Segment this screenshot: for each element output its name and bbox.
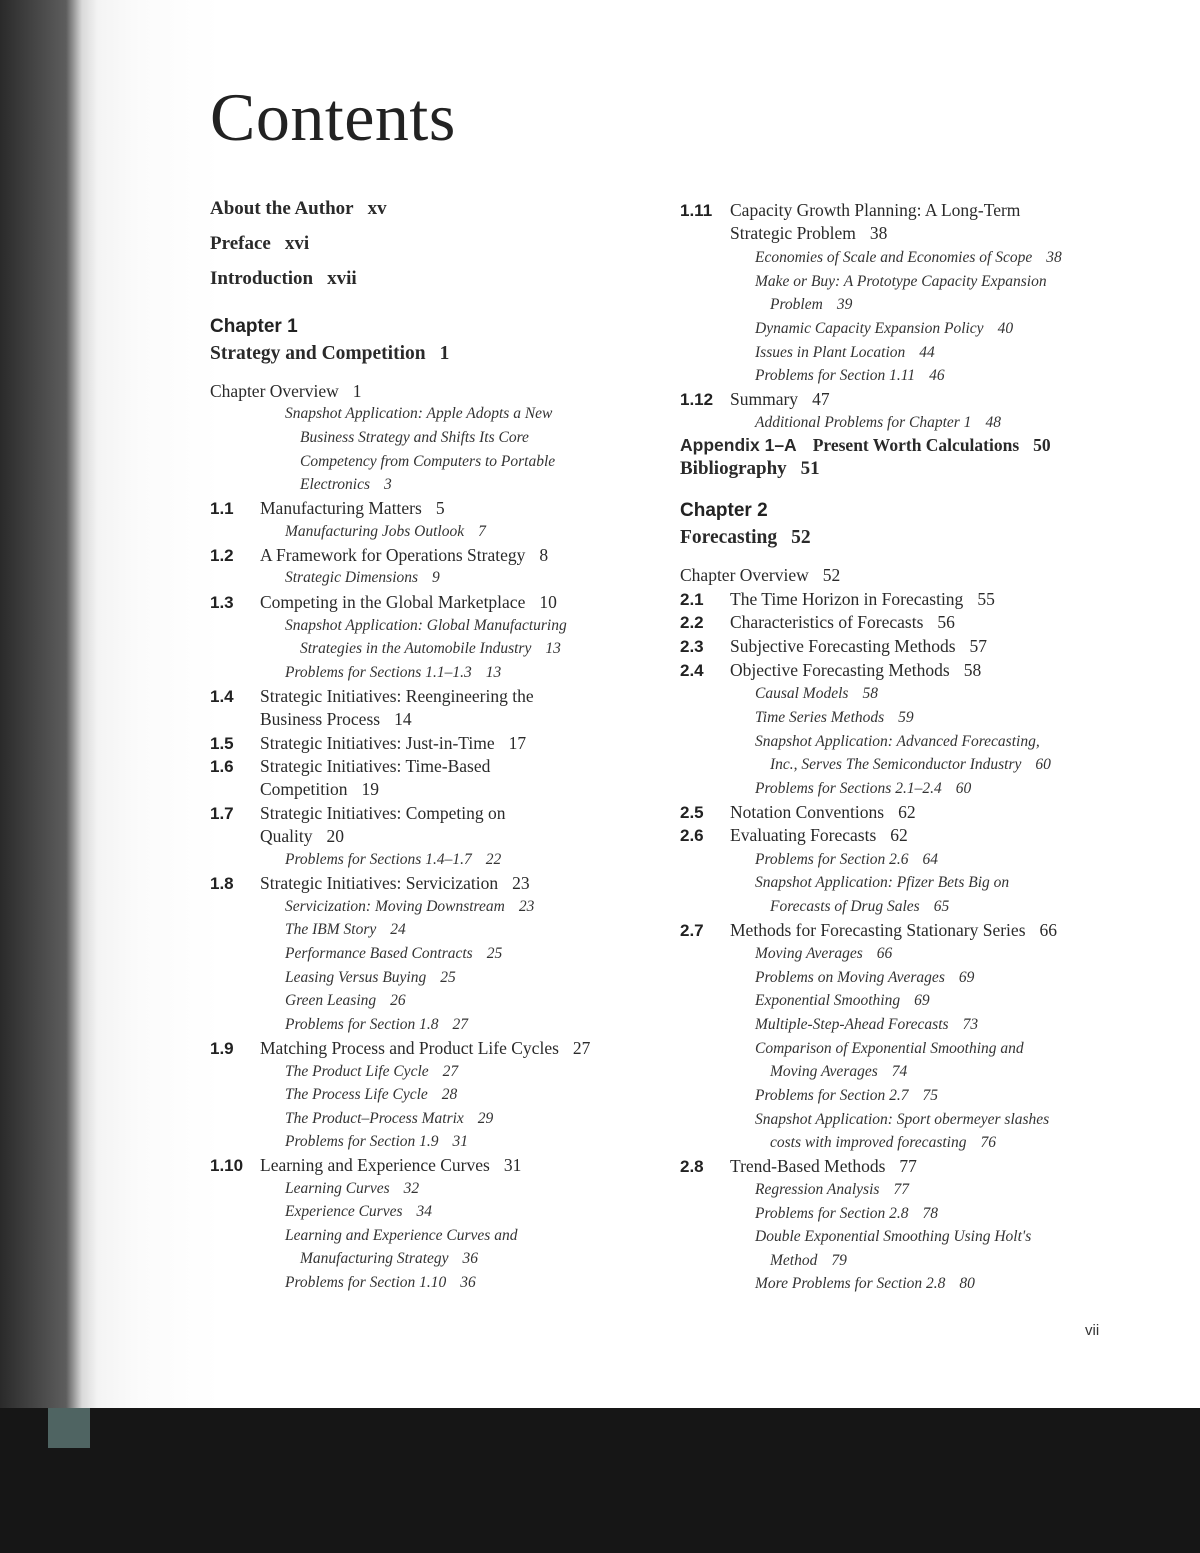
toc-entry-text: Problems on Moving Averages (755, 969, 945, 986)
toc-section-entry (210, 497, 445, 519)
toc-entry-text: Moving Averages (755, 945, 863, 962)
toc-entry-text: The Product–Process Matrix (285, 1110, 464, 1127)
toc-subentry (770, 294, 852, 316)
toc-entry-text: Problem (770, 296, 823, 313)
toc-entry-text: Forecasts of Drug Sales (770, 898, 920, 915)
section-number: 1.6 (210, 757, 234, 776)
toc-entry-text: Problems for Sections 1.1–1.3 (285, 664, 472, 681)
toc-entry-text: Methods for Forecasting Stationary Series (730, 920, 1026, 940)
toc-subentry (300, 1248, 478, 1270)
toc-subentry (285, 662, 501, 684)
toc-entry-text: Quality (260, 826, 313, 846)
toc-subentry (285, 967, 456, 989)
toc-section-entry (210, 755, 504, 777)
toc-entry-text: Manufacturing Matters (260, 498, 422, 518)
toc-page-number: 7 (478, 523, 486, 540)
toc-entry-text: The Process Life Cycle (285, 1086, 428, 1103)
toc-entry-text: Strategic Initiatives: Time-Based (260, 756, 491, 776)
toc-page-number: 75 (922, 1087, 939, 1104)
toc-entry-text: Strategic Problem (730, 223, 856, 243)
toc-entry-text: Objective Forecasting Methods (730, 660, 950, 680)
chapter-title-text: Forecasting (680, 527, 778, 548)
toc-page-number: 1 (352, 381, 362, 401)
toc-entry-text: The Product Life Cycle (285, 1063, 429, 1080)
toc-entry-text: Moving Averages (770, 1063, 878, 1080)
toc-entry-text: Competition (260, 779, 348, 799)
toc-entry-text: Inc., Serves The Semiconductor Industry (770, 756, 1022, 773)
toc-subentry (285, 919, 406, 941)
toc-entry-text: The IBM Story (285, 921, 377, 938)
toc-page-number: 69 (958, 969, 975, 986)
toc-subentry (285, 403, 566, 425)
toc-entry-text: Strategic Initiatives: Servicization (260, 873, 499, 893)
toc-entry-text: Introduction (210, 268, 314, 289)
toc-page-number: 38 (1046, 249, 1062, 266)
toc-page-number: 58 (862, 685, 878, 702)
toc-entry-text: costs with improved forecasting (770, 1134, 967, 1151)
toc-page-number: 13 (485, 664, 502, 681)
toc-entry-text: Summary (730, 389, 799, 409)
toc-subentry (300, 638, 561, 660)
toc-entry-text: Dynamic Capacity Expansion Policy (755, 320, 984, 337)
toc-section-entry (680, 919, 1057, 941)
toc-entry-text: Strategies in the Automobile Industry (300, 640, 532, 657)
toc-entry-text: Strategic Initiatives: Just-in-Time (260, 733, 495, 753)
toc-entry-text: Business Process (260, 709, 381, 729)
toc-subentry (755, 967, 974, 989)
chapter-2-title (680, 527, 811, 549)
toc-entry-text: Manufacturing Strategy (300, 1250, 449, 1267)
toc-page-number: 36 (460, 1274, 476, 1291)
toc-subentry (285, 1108, 493, 1130)
toc-entry-text: Issues in Plant Location (755, 344, 906, 361)
toc-section-entry (680, 199, 1034, 221)
chapter-1-title (210, 343, 449, 365)
toc-entry-text: Problems for Sections 1.4–1.7 (285, 851, 472, 868)
toc-entry-text: Performance Based Contracts (285, 945, 473, 962)
toc-page-number: 57 (969, 636, 988, 656)
toc-page-number: 23 (518, 898, 535, 915)
toc-entry-text: Strategic Initiatives: Reengineering the (260, 686, 534, 706)
toc-front-preface (210, 233, 309, 255)
toc-page-number: 10 (539, 592, 557, 612)
toc-section-entry (210, 1154, 521, 1176)
toc-page-number: 17 (508, 733, 527, 753)
toc-subentry (285, 943, 502, 965)
toc-entry-text: Notation Conventions (730, 802, 885, 822)
toc-bibliography (680, 458, 820, 480)
toc-page-number: 5 (435, 498, 445, 518)
section-number: 1.8 (210, 874, 234, 893)
toc-entry-text: Experience Curves (285, 1203, 403, 1220)
appendix-label: Appendix 1–A (680, 435, 797, 455)
section-number: 2.8 (680, 1157, 704, 1176)
section-number: 1.5 (210, 734, 234, 753)
toc-entry (260, 778, 379, 800)
toc-subentry (755, 1109, 1063, 1131)
toc-subentry (285, 896, 534, 918)
section-number: 2.3 (680, 637, 704, 656)
toc-page-number: 46 (929, 367, 945, 384)
toc-section-entry (680, 824, 908, 846)
toc-subentry (300, 427, 543, 449)
toc-subentry (285, 615, 581, 637)
toc-section-entry (680, 659, 981, 681)
toc-page-number: 65 (933, 898, 950, 915)
toc-subentry (770, 754, 1051, 776)
toc-subentry (285, 1178, 419, 1200)
toc-page-number: 24 (390, 921, 406, 938)
toc-subentry (755, 872, 1023, 894)
toc-page-number: 60 (955, 780, 972, 797)
toc-entry-text: Competing in the Global Marketplace (260, 592, 526, 612)
toc-entry-text: More Problems for Section 2.8 (755, 1275, 946, 1292)
toc-entry-text: Problems for Section 1.11 (755, 367, 916, 384)
chapter-2-number: Chapter 2 (680, 500, 768, 521)
toc-section-entry (210, 685, 548, 707)
toc-page-number: 40 (997, 320, 1014, 337)
toc-subentry (285, 1061, 458, 1083)
toc-page-number: 36 (462, 1250, 479, 1267)
toc-entry-text: Double Exponential Smoothing Using Holt's (755, 1228, 1032, 1245)
toc-page-number: 31 (452, 1133, 469, 1150)
toc-entry (210, 380, 362, 402)
toc-subentry (285, 1225, 531, 1247)
toc-subentry (285, 1272, 476, 1294)
toc-page-number: 60 (1035, 756, 1051, 773)
toc-section-entry (680, 588, 995, 610)
appendix-title: Present Worth Calculations (812, 435, 1020, 455)
toc-page-number: 73 (962, 1016, 979, 1033)
section-number: 1.2 (210, 546, 234, 565)
chapter-1-number: Chapter 1 (210, 316, 298, 337)
toc-page-number: 13 (545, 640, 561, 657)
toc-page-number: 66 (876, 945, 893, 962)
toc-entry-text: Snapshot Application: Sport obermeyer slashes (755, 1111, 1050, 1128)
toc-subentry (755, 342, 935, 364)
toc-page-number: 29 (477, 1110, 494, 1127)
section-number: 2.5 (680, 803, 704, 822)
toc-section-entry (210, 802, 519, 824)
toc-page-number: 25 (486, 945, 503, 962)
toc-entry-text: The Time Horizon in Forecasting (730, 589, 964, 609)
toc-entry-text: Economies of Scale and Economies of Scope (755, 249, 1033, 266)
toc-section-entry (210, 591, 557, 613)
toc-entry-text: Snapshot Application: Advanced Forecasting, (755, 733, 1040, 750)
section-number: 1.11 (680, 201, 713, 220)
page-title: Contents (210, 79, 456, 155)
toc-entry-text: Chapter Overview (210, 381, 339, 401)
toc-section-entry (210, 872, 530, 894)
toc-subentry (755, 990, 930, 1012)
toc-page-number: 26 (390, 992, 406, 1009)
toc-section-entry (680, 388, 830, 410)
toc-page-number: 66 (1039, 920, 1058, 940)
section-number: 2.7 (680, 921, 704, 940)
toc-page-number: 3 (384, 476, 392, 493)
toc-page-number: 76 (980, 1134, 996, 1151)
toc-subentry (755, 271, 1061, 293)
toc-page-number: 9 (432, 569, 440, 586)
toc-page-number: 58 (963, 660, 982, 680)
toc-entry-text: Strategic Dimensions (285, 569, 419, 586)
toc-subentry (755, 1179, 909, 1201)
toc-page-number: 47 (812, 389, 830, 409)
toc-entry-text: Problems for Section 2.7 (755, 1087, 909, 1104)
toc-page-number: 80 (959, 1275, 975, 1292)
toc-subentry (285, 1131, 468, 1153)
toc-subentry (755, 943, 892, 965)
toc-entry-text: Trend-Based Methods (730, 1156, 886, 1176)
toc-front-introduction (210, 268, 357, 290)
toc-entry-text: Evaluating Forecasts (730, 825, 877, 845)
toc-entry-text: Learning and Experience Curves (260, 1155, 490, 1175)
toc-entry-text: Time Series Methods (755, 709, 885, 726)
toc-section-entry (210, 544, 548, 566)
toc-page-number: 77 (893, 1181, 909, 1198)
toc-page-number: 48 (985, 414, 1001, 431)
toc-page-number: 62 (898, 802, 916, 822)
toc-subentry (755, 318, 1013, 340)
toc-page-number: 74 (891, 1063, 908, 1080)
toc-page-number: 38 (869, 223, 888, 243)
toc-page-number: 14 (394, 709, 412, 729)
toc-page-number: 22 (485, 851, 502, 868)
section-number: 2.4 (680, 661, 704, 680)
section-number: 1.3 (210, 593, 234, 612)
toc-appendix-1a (680, 434, 1051, 456)
toc-subentry (770, 896, 949, 918)
toc-section-entry (680, 1155, 917, 1177)
toc-entry-text: A Framework for Operations Strategy (260, 545, 526, 565)
toc-entry (260, 825, 344, 847)
toc-page-number: 1 (439, 343, 450, 364)
toc-entry-text: Business Strategy and Shifts Its Core (300, 429, 529, 446)
toc-entry-text: Problems for Section 1.9 (285, 1133, 439, 1150)
toc-page-number: 27 (452, 1016, 469, 1033)
toc-subentry (770, 1250, 847, 1272)
toc-entry-text: Competency from Computers to Portable (300, 453, 556, 470)
toc-page-number: 25 (440, 969, 456, 986)
toc-subentry (770, 1061, 907, 1083)
section-number: 1.1 (210, 499, 234, 518)
toc-page-number: 59 (898, 709, 914, 726)
toc-entry-text: Matching Process and Product Life Cycles (260, 1038, 559, 1058)
toc-entry-text: Problems for Section 2.6 (755, 851, 909, 868)
toc-page-number: 69 (914, 992, 930, 1009)
toc-entry-text: Problems for Section 2.8 (755, 1205, 909, 1222)
toc-page-number: 28 (441, 1086, 458, 1103)
toc-entry-text: Capacity Growth Planning: A Long-Term (730, 200, 1021, 220)
toc-entry-text: Bibliography (680, 458, 787, 479)
section-number: 2.6 (680, 826, 704, 845)
toc-section-entry (210, 1037, 590, 1059)
toc-entry (680, 564, 840, 586)
toc-subentry (770, 1132, 996, 1154)
toc-entry-text: Learning Curves (285, 1180, 390, 1197)
toc-page-number: 39 (836, 296, 853, 313)
toc-page-number: 34 (416, 1203, 432, 1220)
toc-entry-text: Learning and Experience Curves and (285, 1227, 518, 1244)
toc-subentry (755, 1203, 938, 1225)
toc-entry-text: Subjective Forecasting Methods (730, 636, 956, 656)
toc-entry-text: Characteristics of Forecasts (730, 612, 924, 632)
toc-front-about (210, 198, 387, 220)
toc-subentry (285, 1201, 432, 1223)
toc-page-number: 50 (1033, 435, 1051, 455)
toc-page-number: 20 (326, 826, 344, 846)
toc-subentry (755, 1038, 1038, 1060)
section-number: 1.12 (680, 390, 714, 409)
section-number: 1.10 (210, 1156, 244, 1175)
toc-entry-text: Snapshot Application: Pfizer Bets Big on (755, 874, 1010, 891)
toc-page-number: xvi (284, 233, 310, 254)
toc-subentry (285, 1014, 468, 1036)
toc-subentry (285, 567, 440, 589)
toc-entry-text: Manufacturing Jobs Outlook (285, 523, 465, 540)
toc-page-number: 62 (890, 825, 908, 845)
toc-subentry (285, 521, 486, 543)
toc-subentry (755, 778, 971, 800)
toc-subentry (755, 365, 945, 387)
toc-entry-text: Preface (210, 233, 271, 254)
toc-page-number: 55 (977, 589, 995, 609)
toc-page-number: xvii (327, 268, 357, 289)
toc-subentry (755, 683, 878, 705)
toc-page-number: 77 (899, 1156, 917, 1176)
toc-section-entry (210, 732, 526, 754)
toc-entry-text: Comparison of Exponential Smoothing and (755, 1040, 1024, 1057)
toc-entry-text: Leasing Versus Buying (285, 969, 427, 986)
toc-entry-text: Regression Analysis (755, 1181, 880, 1198)
section-number: 2.2 (680, 613, 704, 632)
toc-page-number: xv (367, 198, 387, 219)
toc-entry-text: About the Author (210, 198, 354, 219)
toc-page-number: 56 (937, 612, 955, 632)
toc-page-number: 32 (403, 1180, 420, 1197)
toc-entry-text: Method (770, 1252, 818, 1269)
toc-page-number: 78 (922, 1205, 939, 1222)
toc-section-entry (680, 635, 987, 657)
toc-entry-text: Make or Buy: A Prototype Capacity Expansion (755, 273, 1047, 290)
toc-entry-text: Problems for Section 1.8 (285, 1016, 439, 1033)
toc-page-number: 27 (572, 1038, 591, 1058)
toc-entry-text: Snapshot Application: Global Manufacturing (285, 617, 567, 634)
toc-page-number: 23 (512, 873, 530, 893)
toc-subentry (285, 990, 406, 1012)
toc-entry-text: Causal Models (755, 685, 849, 702)
toc-section-entry (680, 611, 955, 633)
toc-entry-text: Additional Problems for Chapter 1 (755, 414, 972, 431)
toc-subentry (755, 1014, 978, 1036)
toc-entry-text: Snapshot Application: Apple Adopts a New (285, 405, 553, 422)
scan-background-band (0, 1408, 1200, 1553)
toc-entry-text: Green Leasing (285, 992, 377, 1009)
toc-page-number: 27 (442, 1063, 459, 1080)
toc-entry-text: Multiple-Step-Ahead Forecasts (755, 1016, 949, 1033)
section-number: 1.7 (210, 804, 234, 823)
toc-subentry (755, 412, 1001, 434)
toc-subentry (755, 247, 1062, 269)
toc-page-number: 52 (822, 565, 841, 585)
toc-entry-text: Strategic Initiatives: Competing on (260, 803, 506, 823)
section-number: 2.1 (680, 590, 704, 609)
toc-subentry (755, 707, 914, 729)
toc-subentry (755, 1273, 975, 1295)
section-number: 1.4 (210, 687, 234, 706)
toc-subentry (300, 474, 392, 496)
toc-entry-text: Servicization: Moving Downstream (285, 898, 505, 915)
toc-entry-text: Exponential Smoothing (755, 992, 901, 1009)
toc-entry-text: Problems for Section 1.10 (285, 1274, 447, 1291)
toc-entry (730, 222, 887, 244)
toc-entry-text: Chapter Overview (680, 565, 809, 585)
toc-subentry (755, 1085, 938, 1107)
toc-page-number: 51 (800, 458, 820, 479)
toc-page-number: 31 (503, 1155, 522, 1175)
toc-subentry (300, 451, 569, 473)
toc-page-number: 44 (919, 344, 935, 361)
page-folio: vii (1085, 1322, 1100, 1339)
toc-page-number: 64 (922, 851, 939, 868)
toc-subentry (285, 1084, 457, 1106)
toc-page-number: 8 (539, 545, 549, 565)
toc-subentry (755, 1226, 1045, 1248)
toc-subentry (285, 849, 501, 871)
toc-entry-text: Electronics (300, 476, 371, 493)
toc-page-number: 79 (831, 1252, 847, 1269)
toc-page-number: 19 (361, 779, 379, 799)
toc-subentry (755, 731, 1054, 753)
chapter-title-text: Strategy and Competition (210, 343, 426, 364)
toc-page-number: 52 (791, 527, 811, 548)
toc-entry (260, 708, 412, 730)
toc-section-entry (680, 801, 916, 823)
book-spine-edge (48, 1408, 90, 1448)
toc-entry-text: Problems for Sections 2.1–2.4 (755, 780, 942, 797)
toc-subentry (755, 849, 938, 871)
section-number: 1.9 (210, 1039, 234, 1058)
